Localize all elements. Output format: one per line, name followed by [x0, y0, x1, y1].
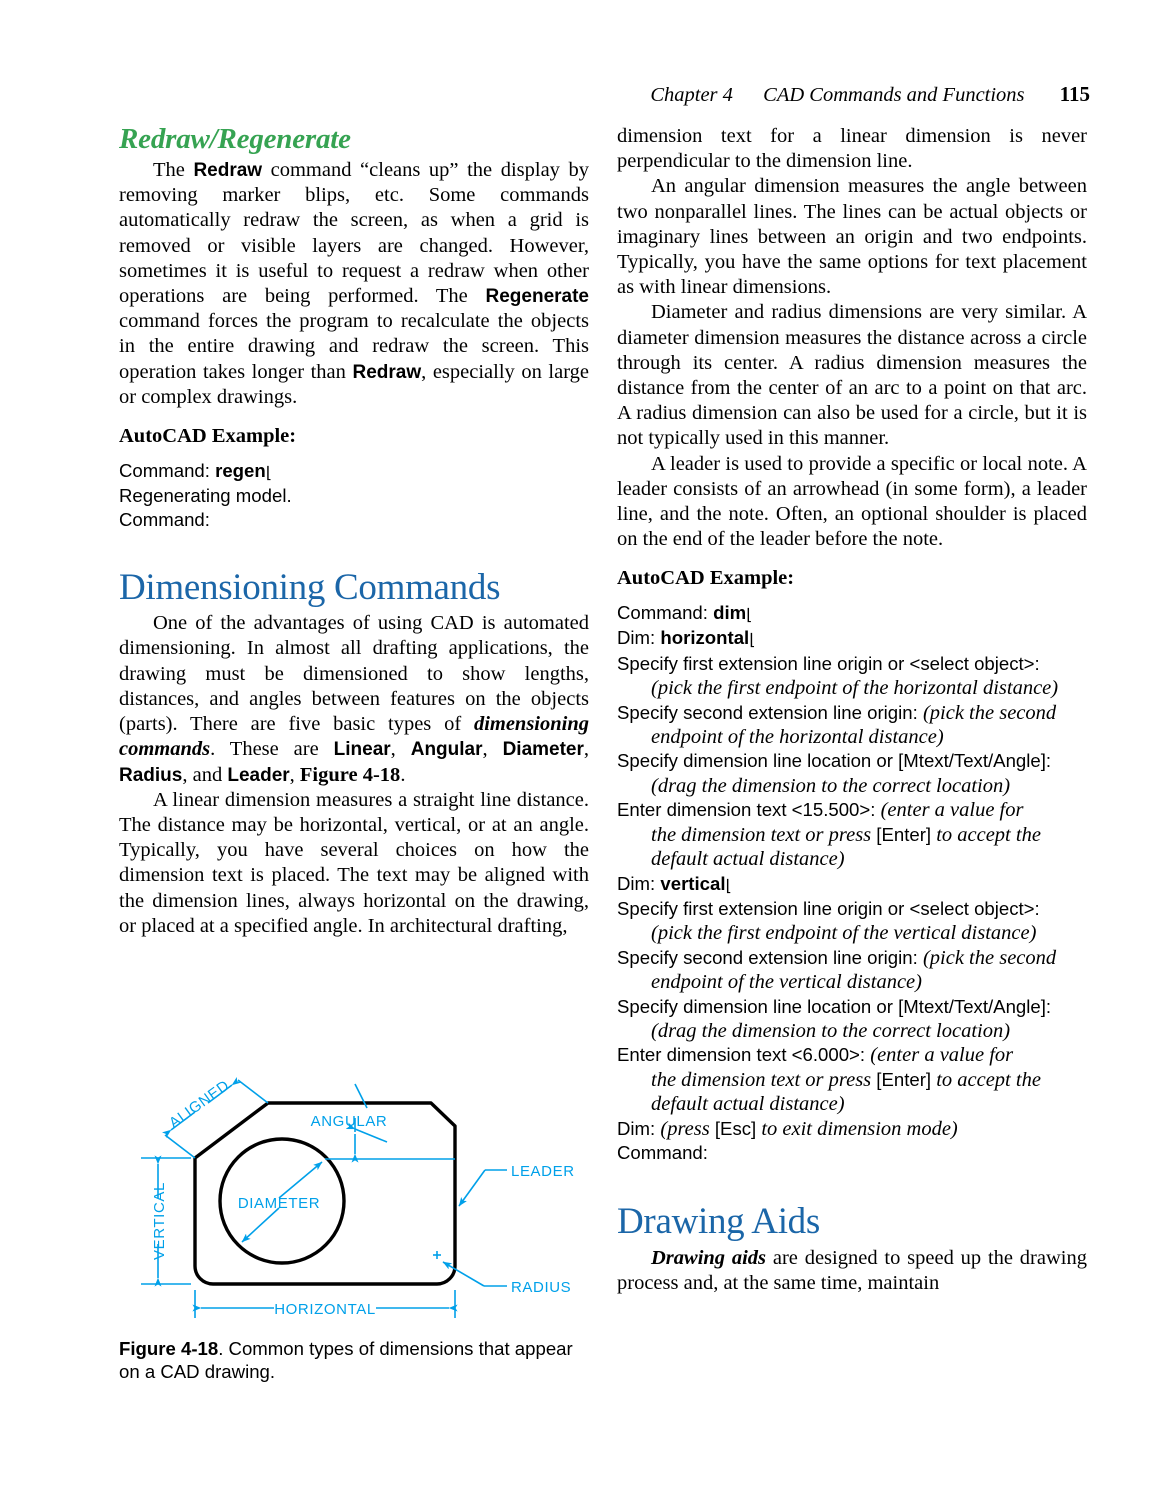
- figure-label-angular: ANGULAR: [310, 1113, 388, 1130]
- figure-caption-number: Figure 4-18: [119, 1338, 219, 1359]
- paragraph-diameter-radius: Diameter and radius dimensions are very similar. A diameter dimension measures the distance across a circle through its center. A radius dimension measures the distance from the center of an arc to a point on that arc. A radius dimension can also be used for a circle, but it is not typically used in this manner.: [617, 301, 1087, 450]
- command-line: [617, 946, 1087, 970]
- part-outline: [195, 1103, 455, 1284]
- paragraph-dimensioning-intro: [119, 611, 589, 787]
- command-annotation: endpoint of the vertical distance): [651, 971, 922, 994]
- command-input: regen: [215, 459, 266, 481]
- figure-label-leader: LEADER: [511, 1163, 575, 1180]
- command-prompt: Command:: [119, 509, 210, 531]
- text-segment: One of the advantages of using CAD is automated dimensioning. In almost all drafting applications, the drawing must be dimensioned to show lengths, distances, and angles between features on the objects (parts). There are five basic types of: [119, 612, 589, 736]
- command-line: Specify dimension line location or [Mtext/Text/Angle]:: [617, 995, 1052, 1017]
- text-segment: .: [400, 763, 406, 786]
- term-leader: Leader: [227, 764, 290, 786]
- command-line: Specify first extension line origin or <select object>:: [617, 897, 1040, 919]
- annotation-text: the dimension text or press: [651, 823, 877, 846]
- running-head-chapter: Chapter 4: [650, 84, 733, 106]
- annotation-text: to accept the: [931, 823, 1041, 846]
- command-line: [617, 701, 1087, 725]
- return-key-icon: ⌊: [265, 462, 272, 482]
- command-line: [617, 626, 1087, 651]
- command-prompt: Dim:: [617, 1117, 661, 1139]
- heading-dimensioning-commands: Dimensioning Commands: [119, 566, 501, 608]
- command-input: vertical: [660, 872, 726, 894]
- command-annotation: default actual distance): [651, 848, 845, 871]
- command-block-regen: [119, 459, 589, 533]
- text-segment: command “cleans up” the display by removing marker blips, etc. Some commands automatically redraw the screen, as when a grid is removed or visible layers are changed. However, sometimes it is useful to request a redraw when other operations are being performed. The: [119, 158, 589, 307]
- command-annotation: endpoint of the horizontal distance): [651, 726, 944, 749]
- paragraph-linear-dimension: A linear dimension measures a straight line distance. The distance may be horizontal, vertical, or at an angle. Typically, you have several choices on how the dimension text is placed. The text may be aligned with the dimension lines, always horizontal on the drawing, or placed at a specified angle. In architectural drafting,: [119, 788, 589, 937]
- command-annotation: default actual distance): [651, 1093, 845, 1116]
- return-key-icon: ⌊: [725, 875, 732, 895]
- return-key-icon: ⌊: [746, 605, 753, 625]
- autocad-example-heading: AutoCAD Example:: [119, 424, 297, 447]
- term-redraw: Redraw: [193, 159, 263, 181]
- text-segment: are designed to speed up the drawing process and, at the same time, maintain: [617, 1246, 1087, 1295]
- text-comma: ,: [289, 763, 300, 786]
- paragraph-redraw: [119, 158, 589, 410]
- dimension-leader: [459, 1170, 507, 1206]
- figure-reference: Figure 4-18: [299, 763, 401, 786]
- paragraph-drawing-aids: [617, 1246, 1087, 1296]
- command-line: [119, 508, 589, 532]
- running-head-title: CAD Commands and Functions: [763, 84, 1025, 106]
- figure-label-radius: RADIUS: [511, 1279, 572, 1296]
- command-annotation: (enter a value for: [880, 799, 1024, 822]
- command-annotation: (pick the first endpoint of the horizontal distance): [651, 677, 1059, 700]
- figure-caption: [119, 1337, 597, 1383]
- command-annotation: (pick the second: [922, 701, 1057, 724]
- left-column: [119, 124, 589, 939]
- term-diameter: Diameter: [502, 739, 584, 761]
- command-input: horizontal: [660, 627, 750, 649]
- command-output: Regenerating model.: [119, 484, 292, 506]
- text-segment: . These are: [210, 738, 334, 761]
- subheading-redraw-regenerate: Redraw/Regenerate: [119, 123, 351, 155]
- command-annotation: (drag the dimension to the correct location): [651, 774, 1011, 797]
- text-segment: , especially on large or complex drawings.: [119, 360, 590, 408]
- command-input: dim: [713, 602, 747, 624]
- annotation-text: to accept the: [931, 1068, 1041, 1091]
- heading-drawing-aids: Drawing Aids: [617, 1201, 820, 1243]
- figure-label-horizontal: HORIZONTAL: [274, 1301, 376, 1318]
- figure-caption-text: . Common types of dimensions that appear on a CAD drawing.: [119, 1338, 573, 1382]
- command-line: [119, 484, 589, 508]
- command-annotation: [617, 1068, 1087, 1092]
- term-drawing-aids: Drawing aids: [651, 1246, 767, 1269]
- cad-dimension-drawing: [119, 1046, 597, 1322]
- command-prompt: Command:: [617, 602, 714, 624]
- command-prompt: Enter dimension text <15.500>:: [617, 799, 881, 821]
- command-annotation: (pick the first endpoint of the vertical distance): [651, 922, 1037, 945]
- term-redraw-2: Redraw: [352, 361, 422, 383]
- command-prompt: Dim:: [617, 627, 661, 649]
- key-enter: [Enter]: [876, 823, 932, 845]
- annotation-text: (press: [660, 1117, 715, 1140]
- command-annotation: (pick the second: [922, 946, 1057, 969]
- term-radius: Radius: [119, 764, 183, 786]
- key-enter: [Enter]: [876, 1068, 932, 1090]
- command-line: Command:: [617, 1141, 708, 1163]
- text-comma: ,: [583, 738, 590, 761]
- term-regenerate: Regenerate: [485, 285, 589, 307]
- key-esc: [Esc]: [714, 1117, 757, 1139]
- figure-label-vertical: VERTICAL: [151, 1182, 168, 1260]
- command-line: Specify first extension line origin or <select object>:: [617, 652, 1040, 674]
- term-angular: Angular: [410, 739, 483, 761]
- command-line: [617, 601, 1087, 626]
- command-line: Specify dimension line location or [Mtext/Text/Angle]:: [617, 750, 1052, 772]
- text-comma: ,: [482, 738, 503, 761]
- figure-label-diameter: DIAMETER: [237, 1195, 321, 1212]
- command-block-dim: [617, 601, 1087, 1165]
- command-line: [617, 1043, 1087, 1067]
- command-prompt: Enter dimension text <6.000>:: [617, 1044, 871, 1066]
- text-segment: , and: [182, 763, 228, 786]
- paragraph-leader: A leader is used to provide a specific or local note. A leader consists of an arrowhead (in some form), a leader line, and the note. Often, an optional shoulder is placed on the end of the leader before the note.: [617, 452, 1087, 551]
- paragraph-dimension-text: dimension text for a linear dimension is never perpendicular to the dimension line.: [617, 125, 1087, 173]
- command-prompt: Specify second extension line origin:: [617, 701, 923, 723]
- command-annotation: (drag the dimension to the correct location): [651, 1019, 1011, 1042]
- command-line: [617, 872, 1087, 897]
- command-prompt: Command:: [119, 459, 216, 481]
- text-comma: ,: [390, 738, 411, 761]
- paragraph-angular-dimension: An angular dimension measures the angle between two nonparallel lines. The lines can be actual objects or imaginary lines between an origin and two endpoints. Typically, you have the same options for text placement as with linear dimensions.: [617, 175, 1087, 299]
- command-line: [119, 459, 589, 484]
- command-line: [617, 798, 1087, 822]
- annotation-text: the dimension text or press: [651, 1068, 877, 1091]
- command-prompt: Specify second extension line origin:: [617, 946, 923, 968]
- page-number: 115: [1059, 82, 1090, 106]
- command-annotation: (enter a value for: [870, 1044, 1014, 1067]
- annotation-text: to exit dimension mode): [756, 1117, 958, 1140]
- figure-label-aligned: ALIGNED: [166, 1076, 233, 1132]
- term-dimensioning-commands: dimensioning commands: [119, 713, 589, 761]
- term-linear: Linear: [333, 739, 391, 761]
- text-segment: The: [153, 158, 194, 181]
- figure-4-18: [119, 1046, 597, 1383]
- text-segment: command forces the program to recalculate the objects in the entire drawing and redraw the screen. This operation takes longer than: [119, 310, 589, 383]
- command-annotation: [617, 823, 1087, 847]
- return-key-icon: ⌊: [749, 630, 756, 650]
- right-column: [617, 124, 1087, 1296]
- command-prompt: Dim:: [617, 872, 661, 894]
- running-head: [0, 82, 1156, 107]
- command-line: [617, 1117, 1087, 1141]
- autocad-example-heading-2: AutoCAD Example:: [617, 567, 795, 590]
